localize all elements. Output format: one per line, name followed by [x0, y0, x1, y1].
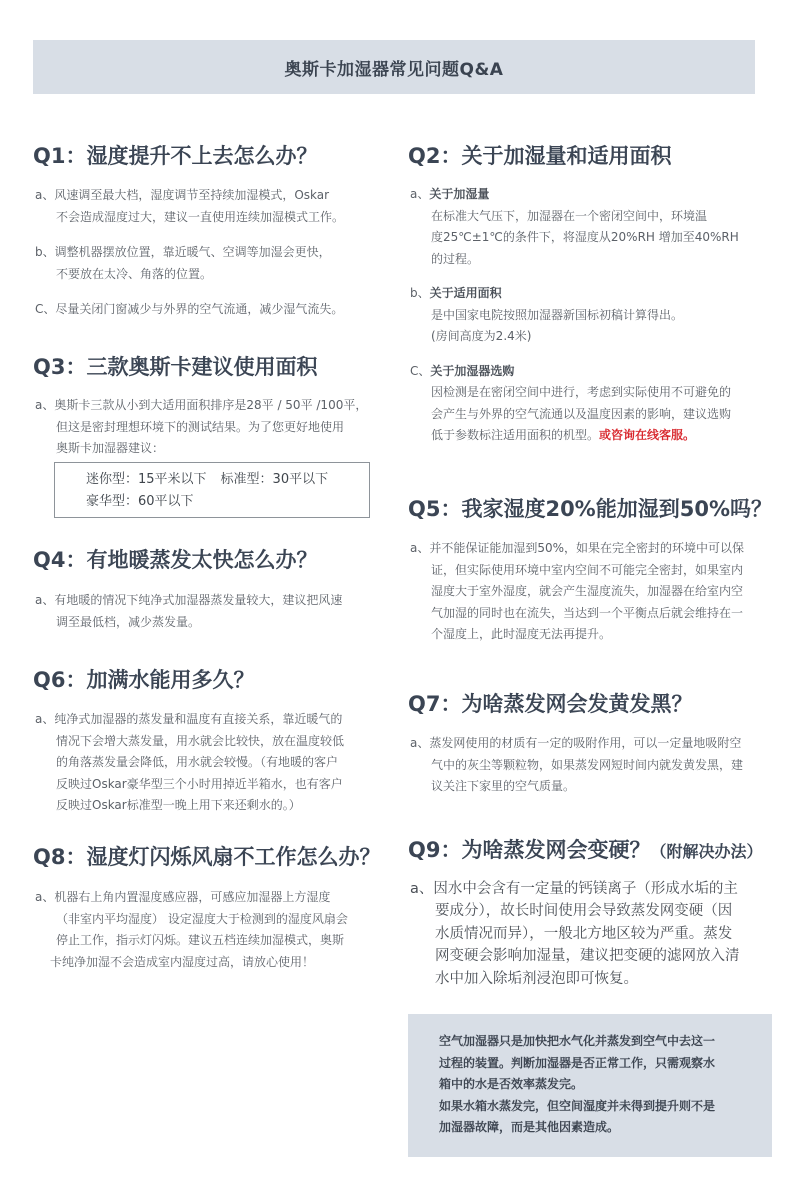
- q5-a-line5: 个湿度上，此时湿度无法再提升。: [431, 627, 612, 641]
- q5-a-line1: 并不能保证能加湿到50%，如果在完全密封的环境中可以保: [429, 541, 745, 555]
- q7-a-line1: 蒸发网使用的材质有一定的吸附作用，可以一定量地吸附空: [429, 736, 742, 750]
- q8-title: Q8：湿度灯闪烁风扇不工作怎么办？: [33, 845, 381, 869]
- q1-b-line2: 不要放在太冷、角落的位置。: [56, 266, 213, 281]
- q9-a-line4: 网变硬会影响加湿量，建议把变硬的滤网放入清: [435, 948, 740, 965]
- note-line3: 箱中的水是否效率蒸发完。: [439, 1077, 584, 1092]
- q8-answer-a: [35, 887, 395, 973]
- q2-b-line2: (房间高度为2.4米): [431, 329, 532, 343]
- q8-a-line4: 卡纯净加湿不会造成室内湿度过高，请放心使用！: [50, 954, 315, 969]
- q4-answer: [35, 590, 395, 633]
- q2-a-mark: a、: [410, 187, 430, 201]
- recommended-area-box: [54, 462, 370, 518]
- q6-a-line2: 情况下会增大蒸发量，用水就会比较快，放在温度较低: [56, 733, 345, 748]
- q2-a-line3: 的过程。: [431, 251, 480, 266]
- q1-a-line1: 风速调至最大档，湿度调节至持续加湿模式，Oskar: [54, 188, 330, 202]
- q7-title: Q7：为啥蒸发网会发黄发黑？: [408, 692, 693, 716]
- q9-answer-a: [410, 878, 780, 990]
- mini-model-area: 迷你型：15平米以下: [86, 472, 207, 487]
- q2-a-line2: 度25℃±1℃的条件下，将湿度从20%RH 增加至40%RH: [431, 230, 739, 244]
- q1-answer-c: [35, 299, 390, 321]
- q3-a-mark: a、: [35, 398, 55, 412]
- q9-title-text: Q9：为啥蒸发网会变硬？: [408, 838, 651, 862]
- q2-c-line3: 低于参数标注适用面积的机型。: [431, 428, 600, 442]
- deluxe-model-area: 豪华型：60平以下: [86, 494, 194, 509]
- q2-answer-c: [410, 361, 770, 447]
- q3-title: Q3：三款奥斯卡建议使用面积: [33, 355, 318, 379]
- q8-a-line3: 停止工作，指示灯闪烁。建议五档连续加湿模式，奥斯: [56, 933, 345, 947]
- q2-c-line1: 因检测是在密闭空间中进行，考虑到实际使用不可避免的: [431, 385, 732, 399]
- page-title: 奥斯卡加湿器常见问题Q&A: [33, 40, 755, 94]
- q7-a-line2: 气中的灰尘等颗粒物，如果蒸发网短时间内就发黄发黑，建: [431, 757, 744, 772]
- q5-answer-a: [410, 538, 780, 646]
- q9-a-line3: 水质情况而异），一般北方地区较为严重。蒸发: [435, 925, 733, 942]
- q4-a-line2: 调至最低档，减少蒸发量。: [56, 614, 201, 629]
- q2-c-mark: C、: [410, 363, 431, 378]
- q8-a-mark: a、: [35, 890, 55, 904]
- note-line5: 加湿器故障，而是其他因素造成。: [439, 1120, 620, 1135]
- q2-c-label: 关于加湿器选购: [430, 363, 515, 378]
- q1-title: Q1：湿度提升不上去怎么办？: [33, 144, 318, 168]
- q6-a-line3: 的角落蒸发量会降低，用水就会较慢。（有地暖的客户: [56, 755, 339, 769]
- q4-a-mark: a、: [35, 593, 55, 607]
- q1-answer-b: [35, 242, 390, 285]
- q9-a-line5: 水中加入除垢剂浸泡即可恢复。: [435, 970, 638, 987]
- q6-a-mark: a、: [35, 712, 55, 726]
- q2-b-line1: 是中国家电院按照加湿器新国标初稿计算得出。: [431, 307, 684, 322]
- q6-title: Q6：加满水能用多久？: [33, 668, 255, 692]
- q1-answer-a: [35, 185, 390, 228]
- q8-a-line2: （非室内平均湿度） 设定湿度大于检测到的湿度风扇会: [56, 911, 348, 926]
- note-line1: 空气加湿器只是加快把水气化并蒸发到空气中去这一: [439, 1034, 716, 1048]
- q1-a-mark: a、: [35, 188, 55, 202]
- q5-title: Q5：我家湿度20%能加湿到50%吗？: [408, 497, 772, 521]
- q4-title: Q4：有地暖蒸发太快怎么办？: [33, 548, 318, 572]
- q1-b-line1: 调整机器摆放位置，靠近暖气、空调等加湿会更快，: [54, 245, 331, 259]
- q6-a-line5: 反映过Oskar标准型一晚上用下来还剩水的。）: [56, 798, 301, 812]
- q3-a-line1: 奥斯卡三款从小到大适用面积排序是28平 / 50平 /100平，: [54, 398, 368, 412]
- q5-a-line3: 湿度大于室外湿度，就会产生湿度流失，加湿器在给室内空: [431, 584, 744, 598]
- note-line2: 过程的装置。判断加湿器是否正常工作，只需观察水: [439, 1055, 716, 1070]
- q2-title: Q2：关于加湿量和适用面积: [408, 144, 672, 168]
- q2-answer-b: [410, 283, 770, 348]
- q2-b-label: 关于适用面积: [429, 286, 502, 300]
- q9-answer: [410, 878, 780, 990]
- q2-answer-a: [410, 184, 770, 270]
- q2-b-mark: b、: [410, 286, 430, 300]
- q3-a-line2: 但这是密封理想环境下的测试结果。为了您更好地使用: [56, 419, 345, 434]
- q2-answer: [410, 184, 770, 447]
- q1-c-mark: C、: [35, 302, 56, 316]
- q1-b-mark: b、: [35, 245, 55, 259]
- q3-answer-a: [35, 395, 395, 460]
- q1-answer: [35, 185, 390, 321]
- q7-answer-a: [410, 733, 780, 798]
- q9-a-line2: 要成分），故长时间使用会导致蒸发网变硬（因: [435, 903, 733, 920]
- q5-a-line4: 气加湿的同时也在流失，当达到一个平衡点后就会维持在一: [431, 605, 744, 620]
- q3-answer: [35, 395, 395, 460]
- q2-c-line2: 会产生与外界的空气流通以及温度因素的影响，建议选购: [431, 406, 732, 421]
- q6-answer-a: [35, 709, 395, 817]
- q7-a-line3: 议关注下家里的空气质量。: [431, 779, 576, 793]
- q4-answer-a: [35, 590, 395, 633]
- q7-answer: [410, 733, 780, 798]
- q2-a-label: 关于加湿量: [429, 187, 490, 201]
- q8-answer: [35, 887, 395, 973]
- q5-a-line2: 证，但实际使用环境中室内空间不可能完全密封，如果室内: [431, 562, 744, 577]
- q2-a-line1: 在标准大气压下，加湿器在一个密闭空间中，环境温: [431, 208, 708, 223]
- q6-a-line1: 纯净式加湿器的蒸发量和温度有直接关系，靠近暖气的: [54, 712, 343, 726]
- q3-a-line3: 奥斯卡加湿器建议：: [56, 441, 165, 455]
- q5-a-mark: a、: [410, 541, 430, 555]
- standard-model-area: 标准型：30平以下: [220, 472, 329, 487]
- q6-a-line4: 反映过Oskar豪华型三个小时用掉近半箱水，也有客户: [56, 776, 343, 791]
- contact-service-highlight: 或咨询在线客服。: [599, 428, 696, 442]
- note-line4: 如果水箱水蒸发完，但空间湿度并未得到提升则不是: [439, 1098, 716, 1113]
- q9-a-line1: 因水中会含有一定量的钙镁离子（形成水垢的主: [433, 881, 738, 897]
- q6-answer: [35, 709, 395, 817]
- summary-note-box: [408, 1014, 772, 1157]
- q1-a-line2: 不会造成湿度过大，建议一直使用连续加湿模式工作。: [56, 209, 345, 224]
- q9-subtitle: （附解决办法）: [650, 842, 763, 861]
- q9-a-mark: a、: [410, 881, 434, 897]
- q1-c-line1: 尽量关闭门窗减少与外界的空气流通，减少湿气流失。: [55, 302, 344, 316]
- q8-a-line1: 机器右上角内置湿度感应器，可感应加湿器上方湿度: [54, 890, 331, 904]
- q4-a-line1: 有地暖的情况下纯净式加湿器蒸发量较大，建议把风速: [54, 593, 343, 607]
- q9-title: [408, 834, 762, 864]
- q5-answer: [410, 538, 780, 646]
- q7-a-mark: a、: [410, 736, 430, 750]
